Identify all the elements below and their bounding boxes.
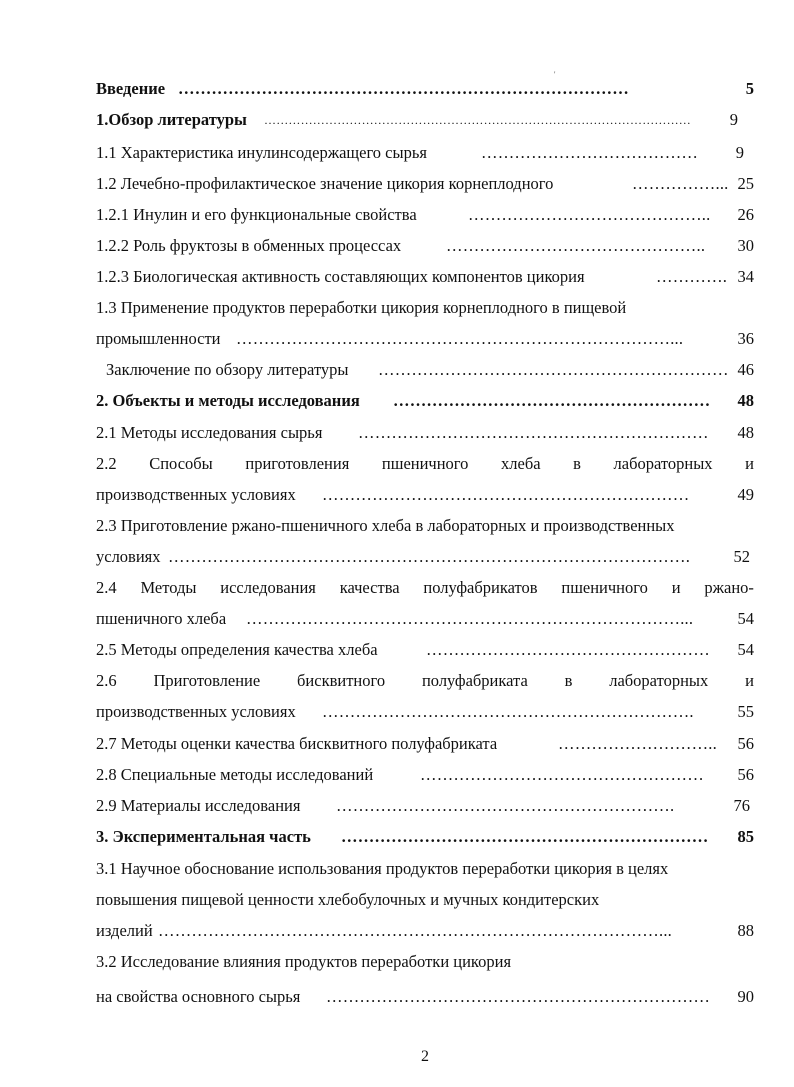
toc-leader: …………………………………………………………… (326, 983, 710, 1011)
toc-word: пшеничного (381, 454, 469, 473)
toc-page: 36 (736, 325, 755, 353)
toc-entry-1-2-2 (96, 232, 754, 260)
toc-title: 1.2.2 Роль фруктозы в обменных процессах (96, 232, 401, 260)
toc-title: производственных условиях (96, 481, 296, 509)
toc-leader: ……………………………………………………………………... (246, 605, 693, 633)
toc-leader: …………………………………………… (420, 761, 704, 789)
toc-word: и (745, 454, 754, 473)
toc-entry-2-6 (96, 667, 754, 695)
toc-entry-1-1 (96, 139, 754, 167)
toc-entry-2-4 (96, 574, 754, 602)
toc-page: 85 (736, 823, 755, 851)
toc-word: ржано- (704, 578, 754, 597)
toc-word: приготовления (245, 454, 350, 473)
toc-justified-line (96, 450, 754, 478)
toc-leader: ………………………………………………………… (322, 481, 689, 509)
toc-entry-3-2 (96, 948, 754, 976)
toc-word: лабораторных (613, 454, 713, 473)
toc-entry-review-conclusion (106, 356, 754, 384)
toc-leader: ……………………………………….. (446, 232, 705, 260)
toc-word: 2.4 (96, 578, 117, 597)
toc-title: 2.7 Методы оценки качества бисквитного полуфабриката (96, 730, 497, 758)
toc-justified-line (96, 574, 754, 602)
toc-entry-1-2 (96, 170, 754, 198)
toc-word: хлеба (501, 454, 541, 473)
toc-entry-1-3-cont (96, 325, 754, 353)
toc-page: 76 (732, 792, 751, 820)
toc-leader: …………………………………………………………………………………………… (264, 106, 691, 134)
toc-title: 2.8 Специальные методы исследований (96, 761, 373, 789)
toc-entry-1-3 (96, 294, 754, 322)
toc-leader: ……………………………………………………. (336, 792, 674, 820)
toc-leader: ……………………………………………………………………... (236, 325, 683, 353)
toc-title: пшеничного хлеба (96, 605, 226, 633)
toc-title: производственных условиях (96, 698, 296, 726)
toc-title: повышения пищевой ценности хлебобулочных и мучных кондитерских (96, 886, 599, 914)
toc-page: 54 (736, 636, 755, 664)
toc-page: 56 (736, 730, 755, 758)
toc-page: 49 (736, 481, 755, 509)
toc-entry-introduction (96, 75, 754, 103)
toc-leader: …………………………………….. (468, 201, 710, 229)
toc-page: 9 (734, 139, 744, 167)
toc-page: 30 (736, 232, 755, 260)
toc-page: 48 (736, 419, 755, 447)
toc-entry-2-8 (96, 761, 754, 789)
toc-title: 3.2 Исследование влияния продуктов переработки цикория (96, 948, 511, 976)
toc-word: лабораторных (609, 671, 709, 690)
toc-entry-2-9 (96, 792, 754, 820)
toc-word: полуфабриката (421, 671, 528, 690)
toc-entry-2-2 (96, 450, 754, 478)
toc-justified-line (96, 667, 754, 695)
toc-entry-2-5 (96, 636, 754, 664)
toc-page: 52 (732, 543, 751, 571)
toc-title: 2.1 Методы исследования сырья (96, 419, 322, 447)
toc-leader: ……………………………………………………… (358, 419, 709, 447)
toc-word: 2.6 (96, 671, 117, 690)
toc-entry-1-2-3 (96, 263, 754, 291)
toc-entry-2-3 (96, 512, 754, 540)
toc-entry-objects-methods (96, 387, 754, 415)
toc-word: и (671, 578, 681, 597)
scan-mark: ' (554, 70, 556, 79)
toc-page: 26 (736, 201, 755, 229)
toc-title: 1.Обзор литературы (96, 106, 247, 134)
toc-entry-1-2-1 (96, 201, 754, 229)
toc-title: Введение (96, 75, 165, 103)
toc-leader: …………. (656, 263, 727, 291)
toc-page: 5 (744, 75, 754, 103)
toc-word: в (573, 454, 581, 473)
toc-page: 25 (736, 170, 755, 198)
toc-page: 54 (736, 605, 755, 633)
toc-leader: ………………………………… (481, 139, 698, 167)
toc-leader: …………………………………………………………………………………. (168, 543, 690, 571)
toc-page: 88 (736, 917, 755, 945)
toc-title: 2.5 Методы определения качества хлеба (96, 636, 378, 664)
toc-word: Методы (140, 578, 197, 597)
toc-word: 2.2 (96, 454, 117, 473)
toc-entry-literature-review (96, 106, 754, 134)
toc-leader: …………………………………………………………. (322, 698, 694, 726)
toc-leader: ……………………………………………………………………… (178, 75, 629, 103)
toc-word: бисквитного (297, 671, 386, 690)
toc-page: 9 (728, 106, 738, 134)
toc-entry-2-3-cont (96, 543, 754, 571)
toc-entry-3-2-cont (96, 983, 754, 1011)
toc-entry-2-7 (96, 730, 754, 758)
toc-word: Приготовление (153, 671, 261, 690)
toc-word: в (564, 671, 573, 690)
toc-title: промышленности (96, 325, 221, 353)
toc-page: 90 (736, 983, 755, 1011)
toc-entry-2-6-cont (96, 698, 754, 726)
toc-page: 46 (736, 356, 755, 384)
toc-entry-2-1 (96, 419, 754, 447)
toc-word: исследования (220, 578, 316, 597)
toc-leader: …………………………………………… (426, 636, 710, 664)
toc-title: 1.2 Лечебно-профилактическое значение цикория корнеплодного (96, 170, 553, 198)
page-number: 2 (421, 1048, 429, 1065)
toc-title: 2.9 Материалы исследования (96, 792, 300, 820)
toc-page: 34 (736, 263, 755, 291)
toc-word: полуфабрикатов (423, 578, 538, 597)
toc-entry-3-1-cont (96, 886, 754, 914)
toc-title: 2. Объекты и методы исследования (96, 387, 360, 415)
toc-title: 2.3 Приготовление ржано-пшеничного хлеба в лабораторных и производственных (96, 512, 675, 540)
toc-title: 1.2.3 Биологическая активность составляющих компонентов цикория (96, 263, 585, 291)
toc-leader: ……………... (632, 170, 728, 198)
toc-leader: ………………………………………………………………………………... (158, 917, 672, 945)
toc-title: 1.3 Применение продуктов переработки цикория корнеплодного в пищевой (96, 294, 626, 322)
toc-word: Способы (149, 454, 213, 473)
toc-title: изделий (96, 917, 153, 945)
toc-entry-experimental (96, 823, 754, 851)
toc-leader: ………………………………………………………… (341, 823, 708, 851)
toc-entry-3-1-cont-2 (96, 917, 754, 945)
toc-word: и (745, 671, 754, 690)
toc-leader: ………………………………………………… (393, 387, 710, 415)
toc-entry-2-4-cont (96, 605, 754, 633)
toc-page: 48 (736, 387, 755, 415)
toc-title: Заключение по обзору литературы (106, 356, 349, 384)
toc-title: на свойства основного сырья (96, 983, 300, 1011)
toc-page: 56 (736, 761, 755, 789)
toc-leader: ……………………………………………………… (378, 356, 729, 384)
toc-entry-2-2-cont (96, 481, 754, 509)
toc-leader: ……………………….. (558, 730, 717, 758)
toc-title: 1.1 Характеристика инулинсодержащего сырья (96, 139, 427, 167)
toc-title: условиях (96, 543, 161, 571)
toc-title: 1.2.1 Инулин и его функциональные свойства (96, 201, 417, 229)
toc-word: пшеничного (561, 578, 648, 597)
toc-title: 3.1 Научное обоснование использования продуктов переработки цикория в целях (96, 855, 668, 883)
toc-entry-3-1 (96, 855, 754, 883)
toc-page: 55 (736, 698, 755, 726)
toc-title: 3. Экспериментальная часть (96, 823, 311, 851)
toc-word: качества (339, 578, 400, 597)
